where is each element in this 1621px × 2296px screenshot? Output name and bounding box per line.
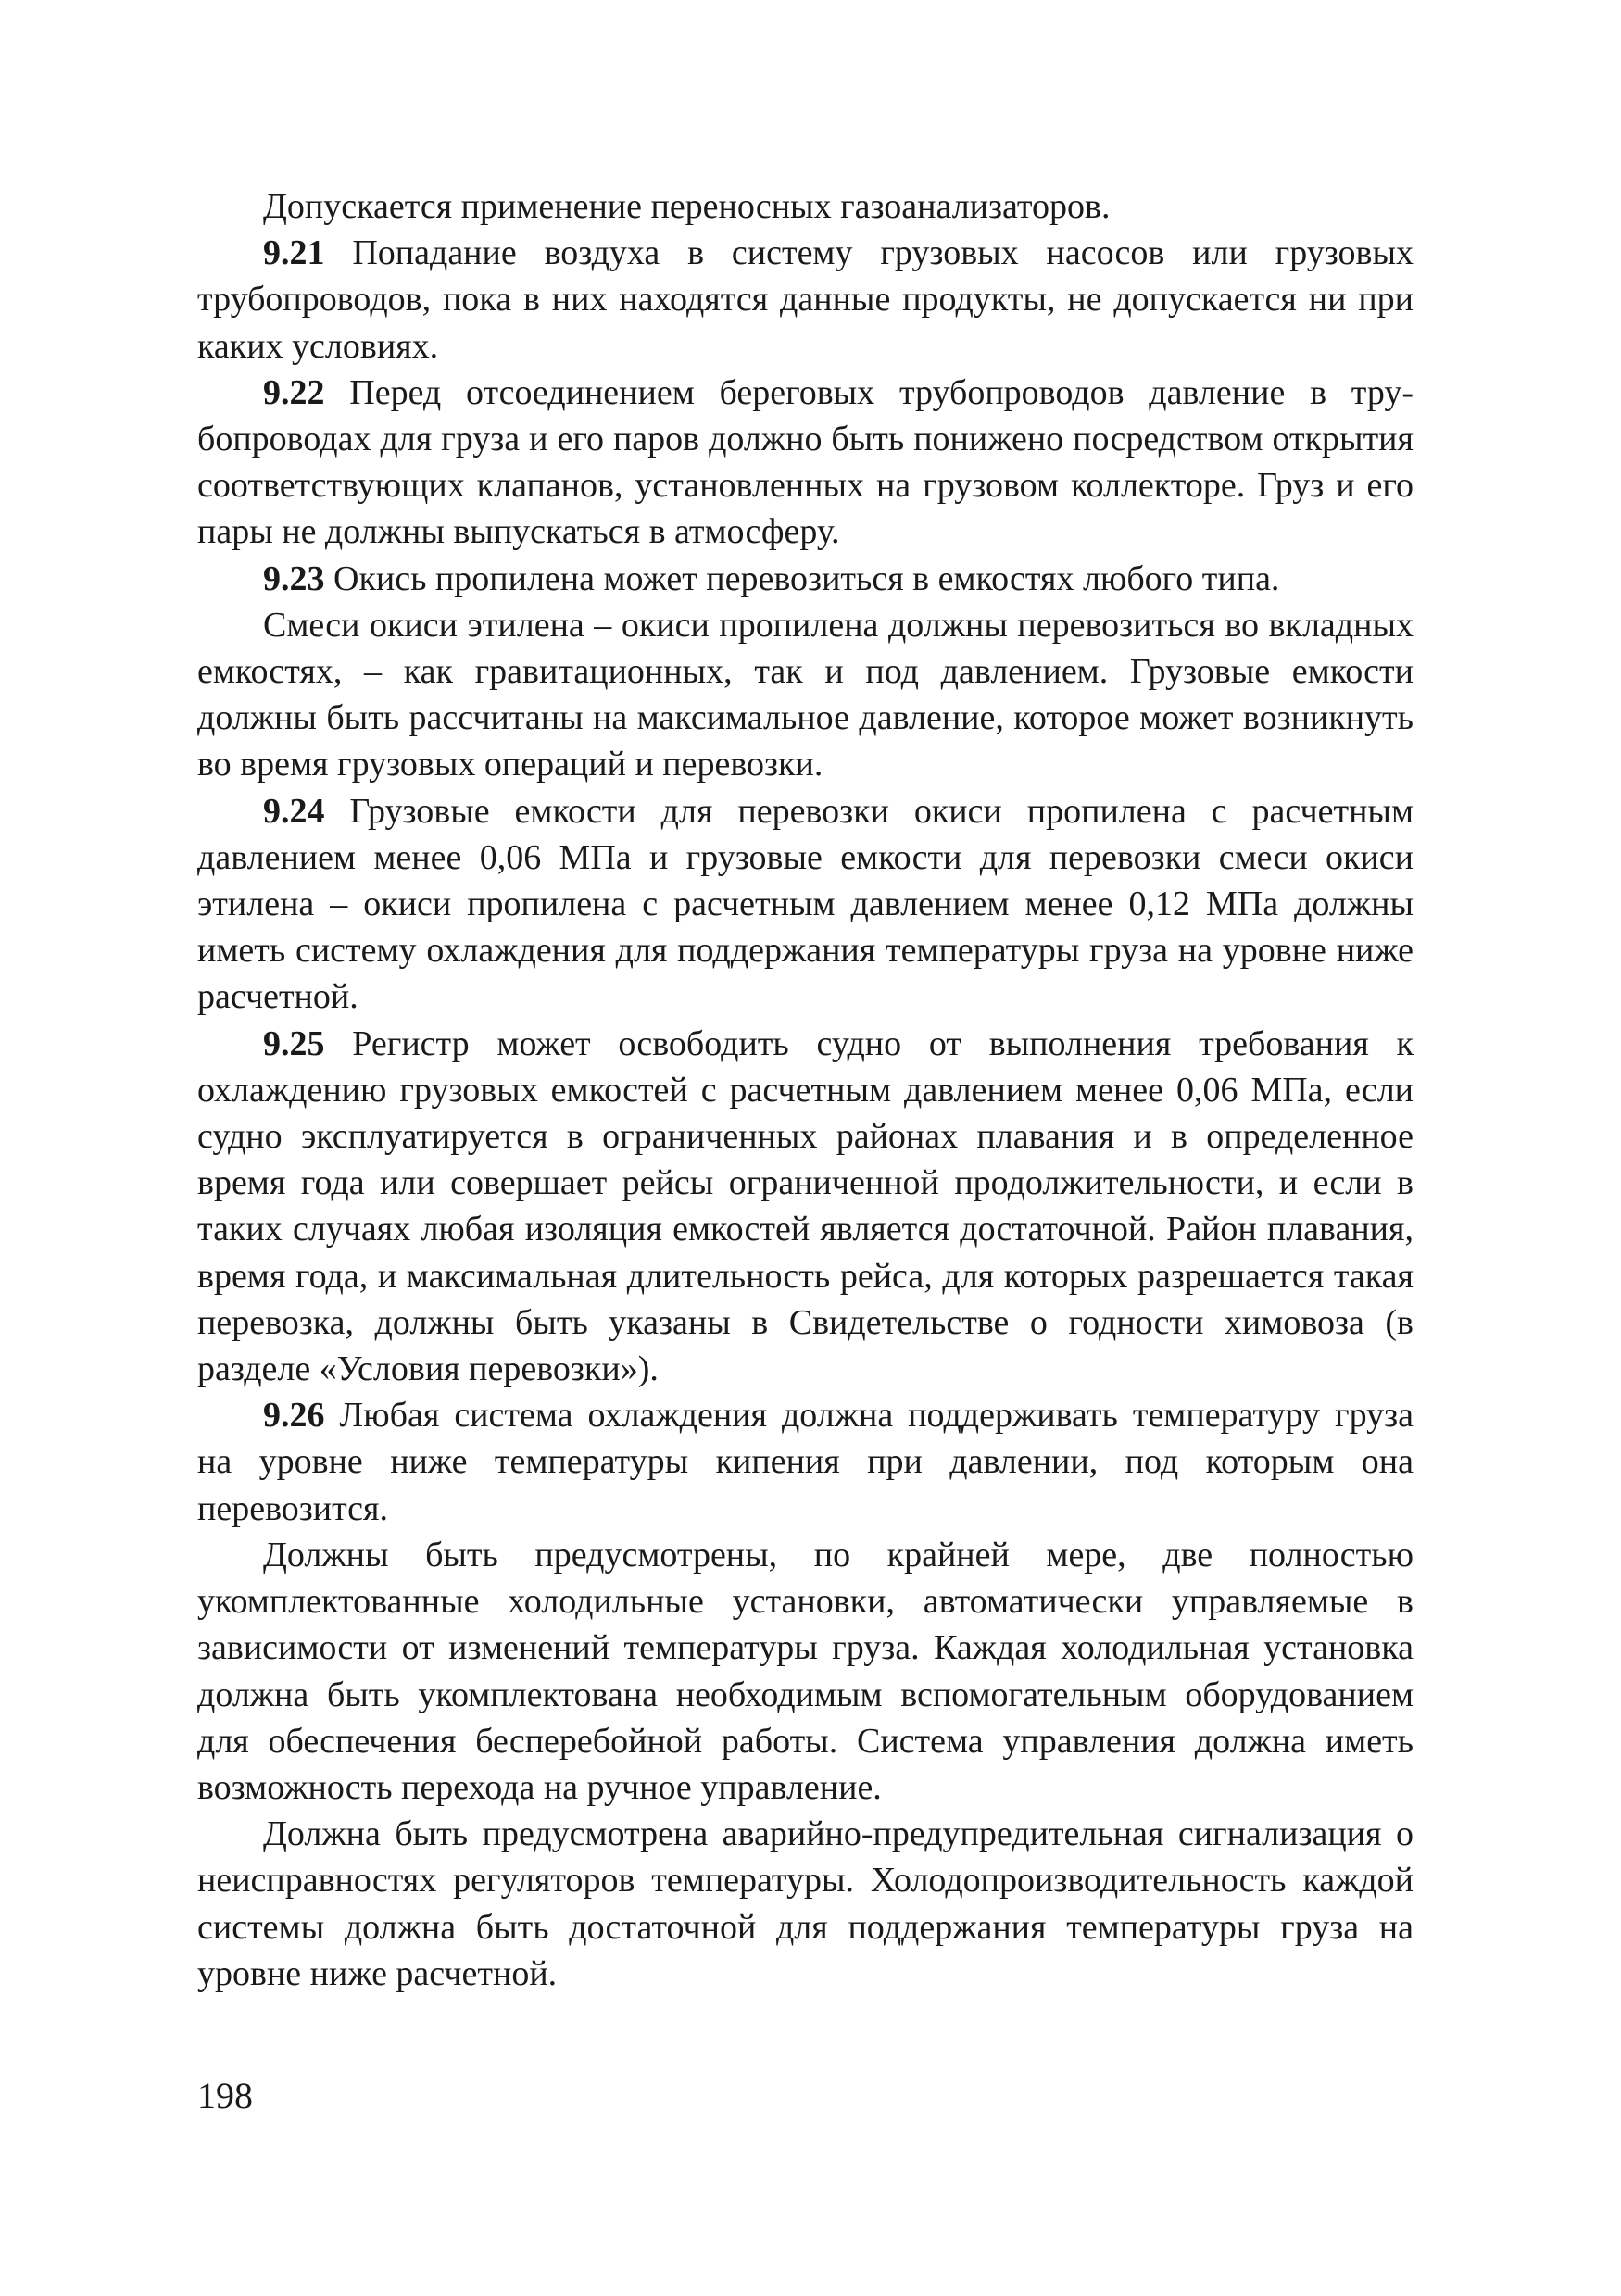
body-text (197, 183, 1414, 1997)
clause-number: 9.21 (263, 233, 325, 273)
paragraph-text: Должны быть предусмотрены, по крайней мере, две полностью укомплектованные холодильные установки, автоматически управляемые в зависимости от изменений температуры груза. Каждая холодильная установка должна быть укомплектована необходимым вспомогательным оборудованием для обеспечения бесперебойной работы. Система управления должна иметь возможность перехода на ручное управление. (197, 1535, 1414, 1807)
paragraph-text: Смеси окиси этилена – окиси пропилена должны перевозиться во вкладных емкостях, – как гравитационных, так и под давлением. Грузовые емкости должны быть рассчитаны на максимальное давление, которое может возникнуть во время грузовых операций и перевозки. (197, 605, 1414, 784)
paragraph-9-22 (197, 370, 1414, 556)
paragraph-text: Регистр может освободить судно от выполнения требования к охлаждению грузовых емкостей с расчетным давлением менее 0,06 МПа, если судно эксплуатируется в ограниченных районах плавания и в определенное время года или совершает рейсы ограниченной продолжительности, и если в таких случаях любая изоляция емкостей является достаточной. Район плавания, время года, и максимальная длительность рейса, для которых разрешается такая перевозка, должны быть указаны в Свидетельстве о годности химовоза (в разделе «Условия перевозки»). (197, 1023, 1414, 1389)
clause-number: 9.23 (263, 558, 325, 598)
paragraph-text: Попадание воздуха в систему грузовых насосов или грузовых трубопроводов, пока в них находятся данные продукты, не допускается ни при каких условиях. (197, 233, 1414, 366)
paragraph-text: Грузовые емкости для перевозки окиси пропилена с расчетным давлением менее 0,06 МПа и грузовые емкости для перевозки смеси окиси этилена – окиси пропилена с расчетным давлением менее 0,12 МПа должны иметь систему охлаждения для поддержания температуры груза на уровне ниже расчетной. (197, 791, 1414, 1017)
paragraph-9-23 (197, 556, 1414, 602)
paragraph-9-26-cont-2 (197, 1811, 1414, 1997)
paragraph-text: Должна быть предусмотрена аварийно-предупредительная сигнализация о неисправностях регуляторов температуры. Холодопроизводительность каждой системы должна быть достаточной для поддержания температуры груза на уровне ниже расчетной. (197, 1814, 1414, 1993)
paragraph-9-25 (197, 1021, 1414, 1393)
page-number: 198 (197, 2075, 253, 2116)
clause-number: 9.22 (263, 372, 325, 412)
paragraph-9-23-cont (197, 602, 1414, 788)
paragraph-1 (197, 183, 1414, 230)
paragraph-9-21 (197, 230, 1414, 370)
paragraph-text: Допускается применение переносных газоанализаторов. (263, 187, 1111, 226)
paragraph-9-26-cont-1 (197, 1532, 1414, 1811)
clause-number: 9.24 (263, 791, 325, 831)
clause-number: 9.26 (263, 1396, 325, 1436)
paragraph-text: Любая система охлаждения должна поддерживать температуру груза на уровне ниже температуры кипения при давлении, под которым она перевозится. (197, 1396, 1414, 1528)
paragraph-9-24 (197, 788, 1414, 1021)
paragraph-9-26 (197, 1392, 1414, 1532)
paragraph-text: Перед отсоединением береговых трубопроводов давление в трубопроводах для груза и его паров должно быть понижено посредством открытия соответствующих клапанов, установленных на грузовом коллекторе. Груз и его пары не должны выпускаться в атмосферу. (197, 372, 1414, 552)
clause-number: 9.25 (263, 1023, 325, 1063)
paragraph-text: Окись пропилена может перевозиться в емкостях любого типа. (324, 558, 1280, 598)
